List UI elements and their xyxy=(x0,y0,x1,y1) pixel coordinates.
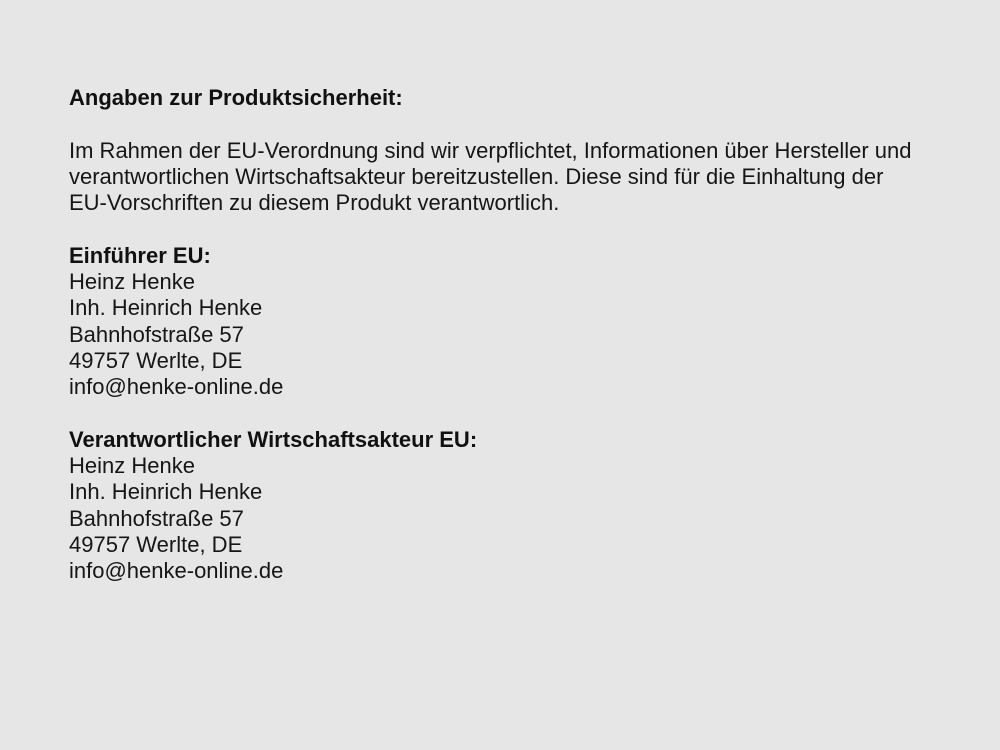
product-safety-section xyxy=(69,85,912,585)
product-safety-heading: Angaben zur Produktsicherheit: xyxy=(69,85,403,110)
responsible-actor-street: Bahnhofstraße 57 xyxy=(69,505,244,531)
importer-owner: Inh. Heinrich Henke xyxy=(69,295,263,321)
responsible-actor-block xyxy=(69,427,912,585)
importer-name: Heinz Henke xyxy=(69,269,195,295)
importer-email: info@henke-online.de xyxy=(69,374,284,400)
responsible-actor-city: 49757 Werlte, DE xyxy=(69,532,243,558)
responsible-actor-heading: Verantwortlicher Wirtschaftsakteur EU: xyxy=(69,426,478,452)
responsible-actor-name: Heinz Henke xyxy=(69,453,195,479)
importer-city: 49757 Werlte, DE xyxy=(69,347,243,373)
importer-street: Bahnhofstraße 57 xyxy=(69,321,244,347)
intro-paragraph xyxy=(69,138,912,217)
intro-line-1: Im Rahmen der EU-Verordnung sind wir verpflichtet, Informationen über Hersteller und xyxy=(69,137,912,163)
intro-line-2: verantwortlichen Wirtschaftsakteur bereitzustellen. Diese sind für die Einhaltung der xyxy=(69,163,884,189)
intro-line-3: EU-Vorschriften zu diesem Produkt verantwortlich. xyxy=(69,190,560,216)
importer-block xyxy=(69,243,912,401)
responsible-actor-owner: Inh. Heinrich Henke xyxy=(69,479,263,505)
responsible-actor-email: info@henke-online.de xyxy=(69,558,284,584)
importer-heading: Einführer EU: xyxy=(69,242,211,268)
